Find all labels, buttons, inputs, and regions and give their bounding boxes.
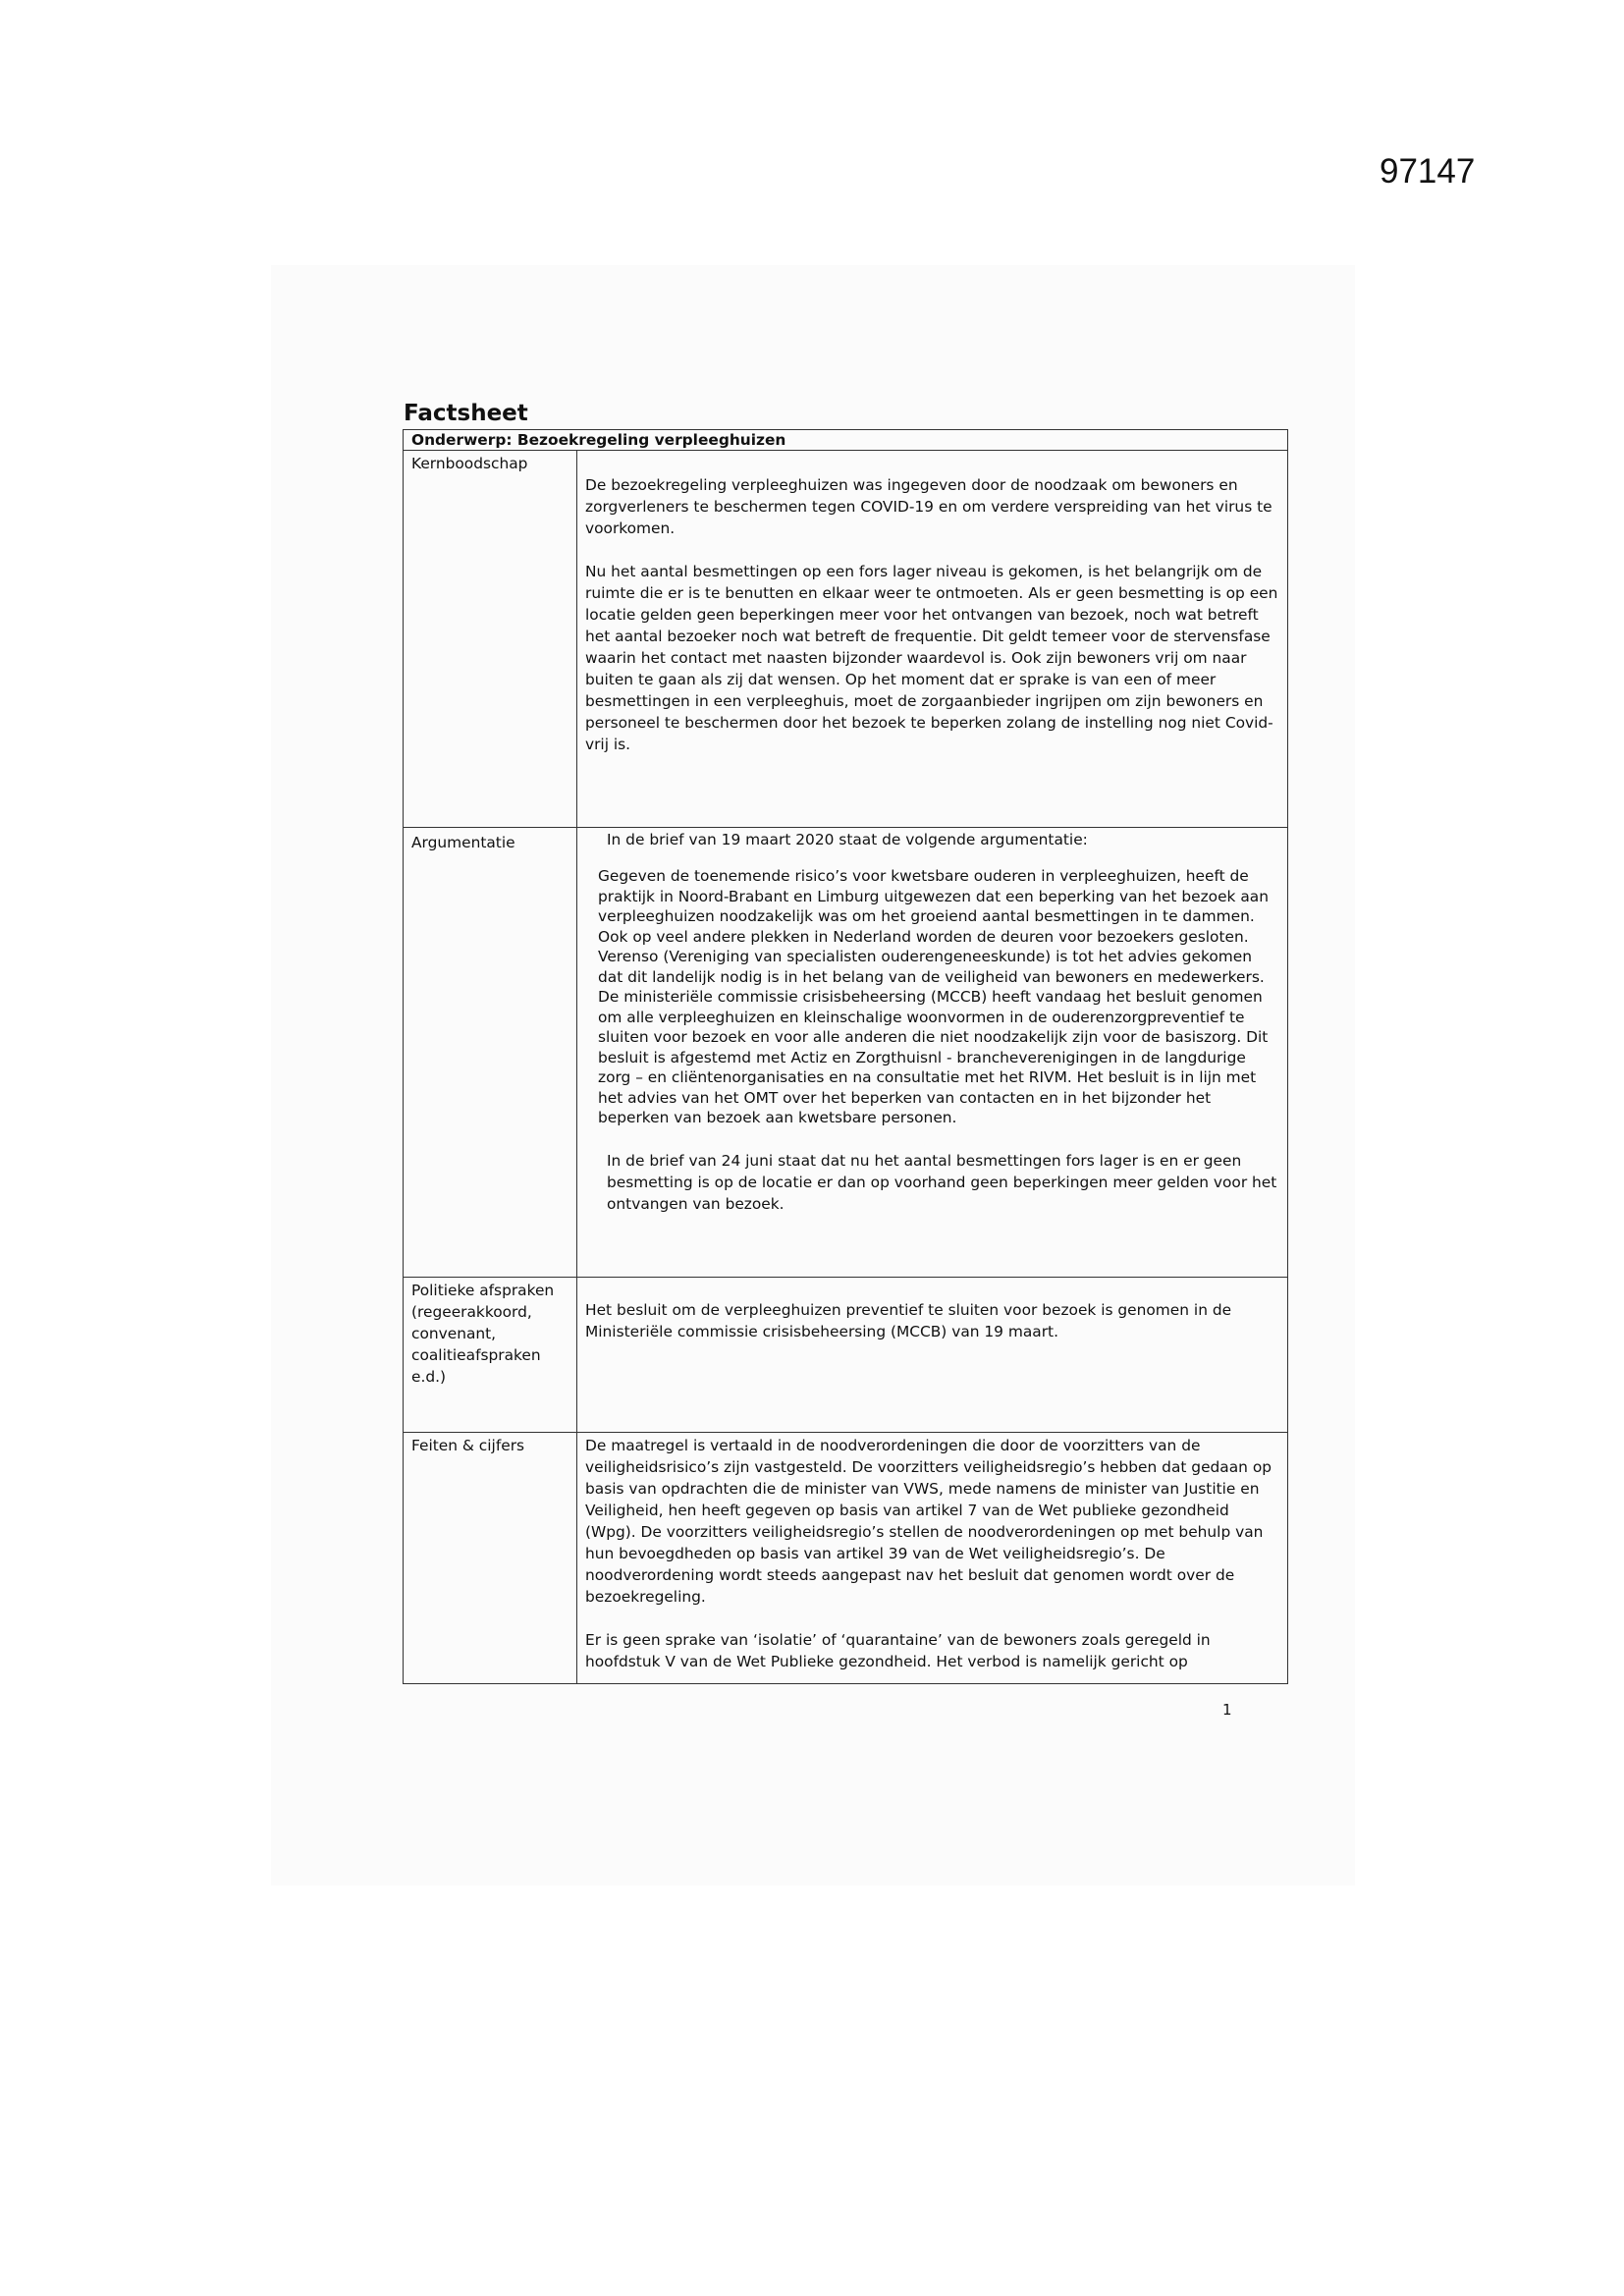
row-label-argumentatie: Argumentatie [404, 828, 577, 1278]
row-content-kernboodschap [577, 451, 1288, 828]
row-label-politieke-afspraken: Politieke afspraken (regeerakkoord, convenant, coalitieafspraken e.d.) [404, 1278, 577, 1433]
paragraph: In de brief van 19 maart 2020 staat de volgende argumentatie: [607, 831, 1088, 848]
document-number: 97147 [1380, 152, 1476, 191]
row-content-feiten-cijfers [577, 1433, 1288, 1684]
paragraph: Het besluit om de verpleeghuizen preventief te sluiten voor bezoek is genomen in de Ministeriële commissie crisisbeheersing (MCCB) van 19 maart. [585, 1301, 1232, 1340]
row-content-politieke-afspraken [577, 1278, 1288, 1433]
page-number: 1 [1222, 1701, 1232, 1719]
paragraph: Nu het aantal besmettingen op een fors lager niveau is gekomen, is het belangrijk om de ruimte die er is te benutten en elkaar weer te ontmoeten. Als er geen besmetting is op een locatie gelden geen beperkingen meer voor het ontvangen van bezoek, noch wat betreft het aantal bezoeker noch wat betreft de frequentie. Dit geldt temeer voor de stervensfase waarin het contact met naasten bijzonder waardevol is. Ook zijn bewoners vrij om naar buiten te gaan als zij dat wensen. Op het moment dat er sprake is van een of meer besmettingen in een verpleeghuis, moet de zorgaanbieder ingrijpen om zijn bewoners en personeel te beschermen door het bezoek te beperken zolang de instelling nog niet Covid-vrij is. [585, 563, 1278, 753]
paragraph: De bezoekregeling verpleeghuizen was ingegeven door de noodzaak om bewoners en zorgverleners te beschermen tegen COVID-19 en om verdere verspreiding van het virus te voorkomen. [585, 476, 1272, 537]
row-content-argumentatie [577, 828, 1288, 1278]
paragraph: Er is geen sprake van ‘isolatie’ of ‘quarantaine’ van de bewoners zoals geregeld in hoofdstuk V van de Wet Publieke gezondheid. Het verbod is namelijk gericht op [585, 1631, 1211, 1670]
paragraph: De maatregel is vertaald in de noodverordeningen die door de voorzitters van de veiligheidsrisico’s zijn vastgesteld. De voorzitters veiligheidsregio’s hebben dat gedaan op basis van opdrachten die de minister van VWS, mede namens de minister van Justitie en Veiligheid, hen heeft gegeven op basis van artikel 7 van de Wet publieke gezondheid (Wpg). De voorzitters veiligheidsregio’s stellen de noodverordeningen op met behulp van hun bevoegdheden op basis van artikel 39 van de Wet veiligheidsregio’s. De noodverordening wordt steeds aangepast nav het besluit dat genomen wordt over de bezoekregeling. [585, 1437, 1272, 1606]
row-label-kernboodschap: Kernboodschap [404, 451, 577, 828]
subject-header: Onderwerp: Bezoekregeling verpleeghuizen [404, 430, 1288, 451]
paragraph: Gegeven de toenemende risico’s voor kwetsbare ouderen in verpleeghuizen, heeft de praktijk in Noord-Brabant en Limburg uitgewezen dat een beperking van het bezoek aan verpleeghuizen noodzakelijk was om het groeiend aantal besmettingen in te dammen. Ook op veel andere plekken in Nederland worden de deuren voor bezoekers gesloten. Verenso (Vereniging van specialisten ouderengeneeskunde) is tot het advies gekomen dat dit landelijk nodig is in het belang van de veiligheid van bewoners en medewerkers. De ministeriële commissie crisisbeheersing (MCCB) heeft vandaag het besluit genomen om alle verpleeghuizen en kleinschalige woonvormen in de ouderenzorgpreventief te sluiten voor bezoek en voor alle anderen die niet noodzakelijk zijn voor de basiszorg. Dit besluit is afgestemd met Actiz en Zorgthuisnl - brancheverenigingen in de langdurige zorg – en cliëntenorganisaties en na consultatie met het RIVM. Het besluit is in lijn met het advies van het OMT over het beperken van contacten en in het bijzonder het beperken van bezoek aan kwetsbare personen. [598, 867, 1269, 1126]
factsheet-table [403, 429, 1288, 1684]
row-label-feiten-cijfers: Feiten & cijfers [404, 1433, 577, 1684]
page-title: Factsheet [404, 401, 528, 426]
paragraph: In de brief van 24 juni staat dat nu het aantal besmettingen fors lager is en er geen besmetting is op de locatie er dan op voorhand geen beperkingen meer gelden voor het ontvangen van bezoek. [607, 1151, 1277, 1213]
